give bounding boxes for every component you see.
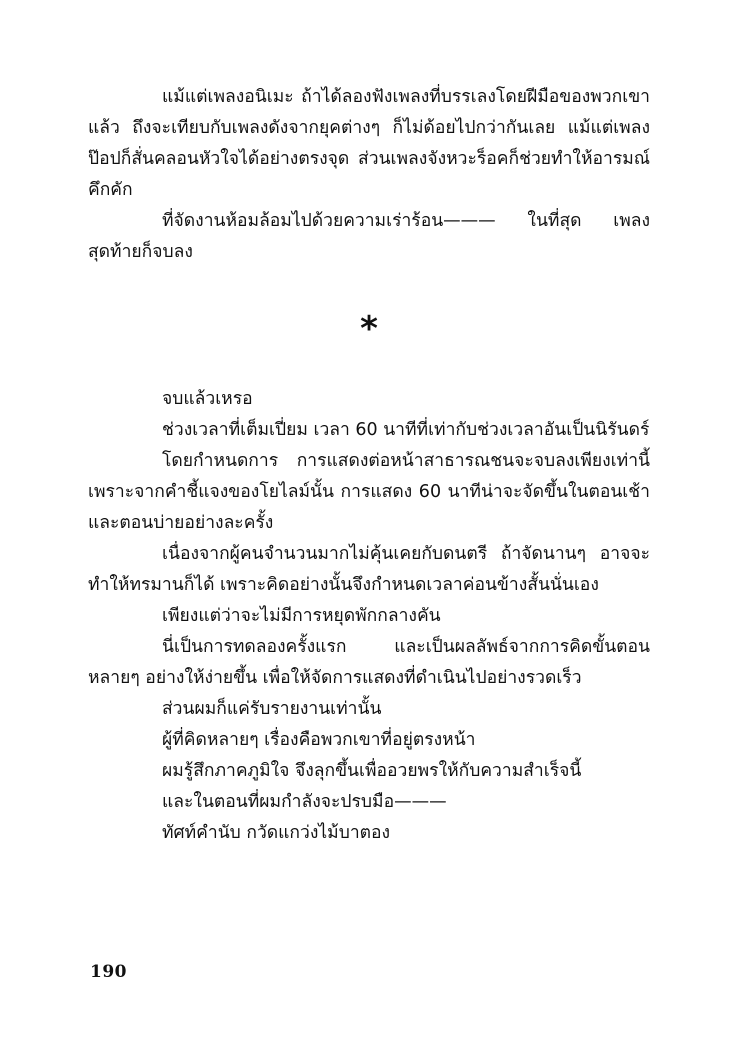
paragraph: เนื่องจากผู้คนจำนวนมากไม่คุ้นเคยกับดนตรี ถ้าจัดนานๆ อาจจะทำให้ทรมานก็ได้ เพราะคิดอย่างนั้นจึงกำหนดเวลาค่อนข้างสั้นนั่นเอง <box>88 544 650 595</box>
bottom-text-section <box>88 384 650 849</box>
scene-break-asterisk: * <box>360 309 378 349</box>
page-number: 190 <box>90 962 127 982</box>
paragraph: และในตอนที่ผมกำลังจะปรบมือ——— <box>162 792 447 812</box>
paragraph: ส่วนผมก็แค่รับรายงานเท่านั้น <box>162 699 382 719</box>
paragraph: เพียงแต่ว่าจะไม่มีการหยุดพักกลางคัน <box>162 606 441 626</box>
paragraph: ช่วงเวลาที่เต็มเปี่ยม เวลา 60 นาทีที่เท่ากับช่วงเวลาอันเป็นนิรันดร์ <box>162 420 650 440</box>
paragraph: จบแล้วเหรอ <box>162 389 253 409</box>
paragraph: โดยกำหนดการ การแสดงต่อหน้าสาธารณชนจะจบลงเพียงเท่านี้ เพราะจากคำชี้แจงของโยไลม์นั้น การแสดง 60 นาทีน่าจะจัดขึ้นในตอนเช้าและตอนบ่ายอย่างละครั้ง <box>88 451 650 533</box>
paragraph: ผู้ที่คิดหลายๆ เรื่องคือพวกเขาที่อยู่ตรงหน้า <box>162 730 476 750</box>
top-text-section <box>88 82 650 268</box>
paragraph: ผมรู้สึกภาคภูมิใจ จึงลุกขึ้นเพื่ออวยพรให้กับความสำเร็จนี้ <box>162 761 582 781</box>
paragraph: ที่จัดงานห้อมล้อมไปด้วยความเร่าร้อน——— ในที่สุด เพลงสุดท้ายก็จบลง <box>88 211 650 262</box>
paragraph: แม้แต่เพลงอนิเมะ ถ้าได้ลองฟังเพลงที่บรรเลงโดยฝีมือของพวกเขาแล้ว ถึงจะเทียบกับเพลงดังจากยุคต่างๆ ก็ไม่ด้อยไปกว่ากันเลย แม้แต่เพลงป๊อปก็สั่นคลอนหัวใจได้อย่างตรงจุด ส่วนเพลงจังหวะร็อคก็ช่วยทำให้อารมณ์คึกคัก <box>88 87 650 200</box>
paragraph: นี่เป็นการทดลองครั้งแรก และเป็นผลลัพธ์จากการคิดขั้นตอนหลายๆ อย่างให้ง่ายขึ้น เพื่อให้จัดการแสดงที่ดำเนินไปอย่างรวดเร็ว <box>88 637 650 688</box>
paragraph: ทัศท์คำนับ กวัดแกว่งไม้บาตอง <box>162 823 391 843</box>
